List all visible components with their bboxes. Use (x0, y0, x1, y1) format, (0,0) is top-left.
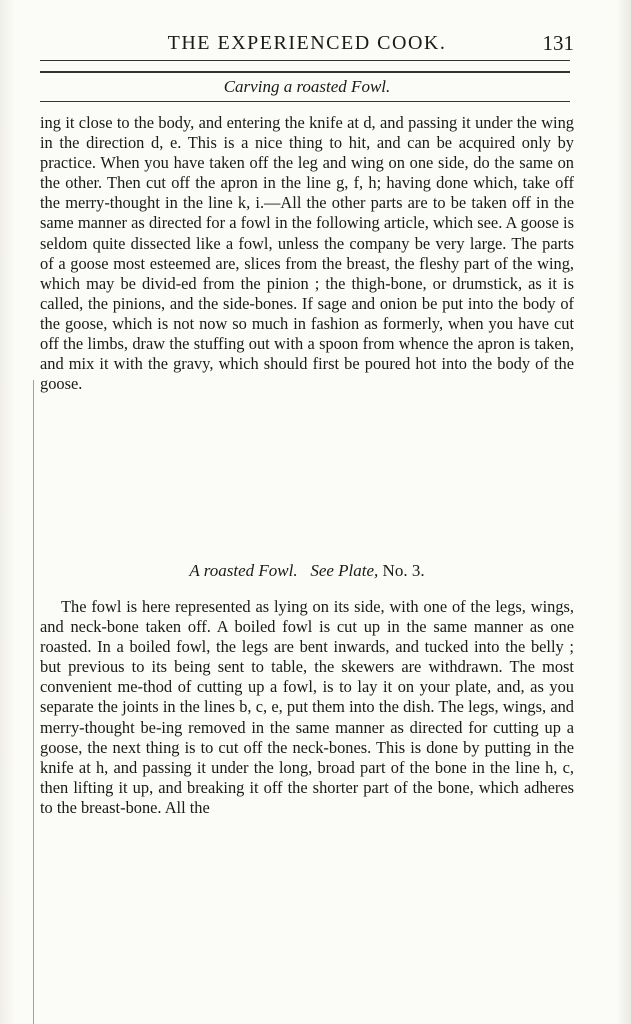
section-rule (40, 101, 570, 102)
page-number: 131 (542, 31, 574, 55)
page-fold-line (33, 380, 34, 1024)
header-double-rule (40, 71, 570, 73)
page-right-margin (617, 0, 631, 1024)
subheading-number: No. 3. (382, 561, 425, 580)
subheading-title: A roasted Fowl. (189, 561, 298, 580)
subheading-plate-ref: See Plate, (310, 561, 379, 580)
section-heading: Carving a roasted Fowl. (223, 77, 391, 96)
article-subheading (40, 560, 574, 582)
body-paragraph-1: ing it close to the body, and entering the knife at d, and passing it under the wing in the direction d, e. This is a nice thing to hit, and can be acquired only by practice. When you have taken off the leg and wing on one side, do the same on the other. Then cut off the apron in the line g, f, h; having done which, take off the merry-thought in the line k, i.—All the other parts are to be taken off in the same manner as directed for a fowl in the following article, which see. A goose is seldom quite dissected like a fowl, unless the company be very large. The parts of a goose most esteemed are, slices from the breast, the fleshy part of the wing, which may be divid-ed from the pinion ; the thigh-bone, or drumstick, as it is called, the pinions, and the side-bones. If sage and onion be put into the body of the goose, which is not now so much in fashion as formerly, when you have cut off the limbs, draw the stuffing out with a spoon from whence the apron is taken, and mix it with the gravy, which should first be poured hot into the body of the goose. (40, 113, 574, 394)
header-rule (40, 60, 570, 61)
page-left-margin (0, 0, 14, 1024)
running-title: THE EXPERIENCED COOK. (167, 32, 447, 54)
body-paragraph-2: The fowl is here represented as lying on its side, with one of the legs, wings, and neck-bone taken off. A boiled fowl is cut up in the same manner as one roasted. In a boiled fowl, the legs are bent inwards, and tucked into the belly ; but previous to its being sent to table, the skewers are withdrawn. The most convenient me-thod of cutting up a fowl, is to lay it on your plate, and, as you separate the joints in the lines b, c, e, put them into the dish. The legs, wings, and merry-thought be-ing removed in the same manner as directed for cutting up a goose, the next thing is to cut off the neck-bones. This is done by putting in the knife at h, and passing it under the long, broad part of the bone in the line h, c, then lifting it up, and breaking it off the shorter part of the bone, which adheres to the breast-bone. All the (40, 597, 574, 817)
running-header (40, 30, 574, 56)
